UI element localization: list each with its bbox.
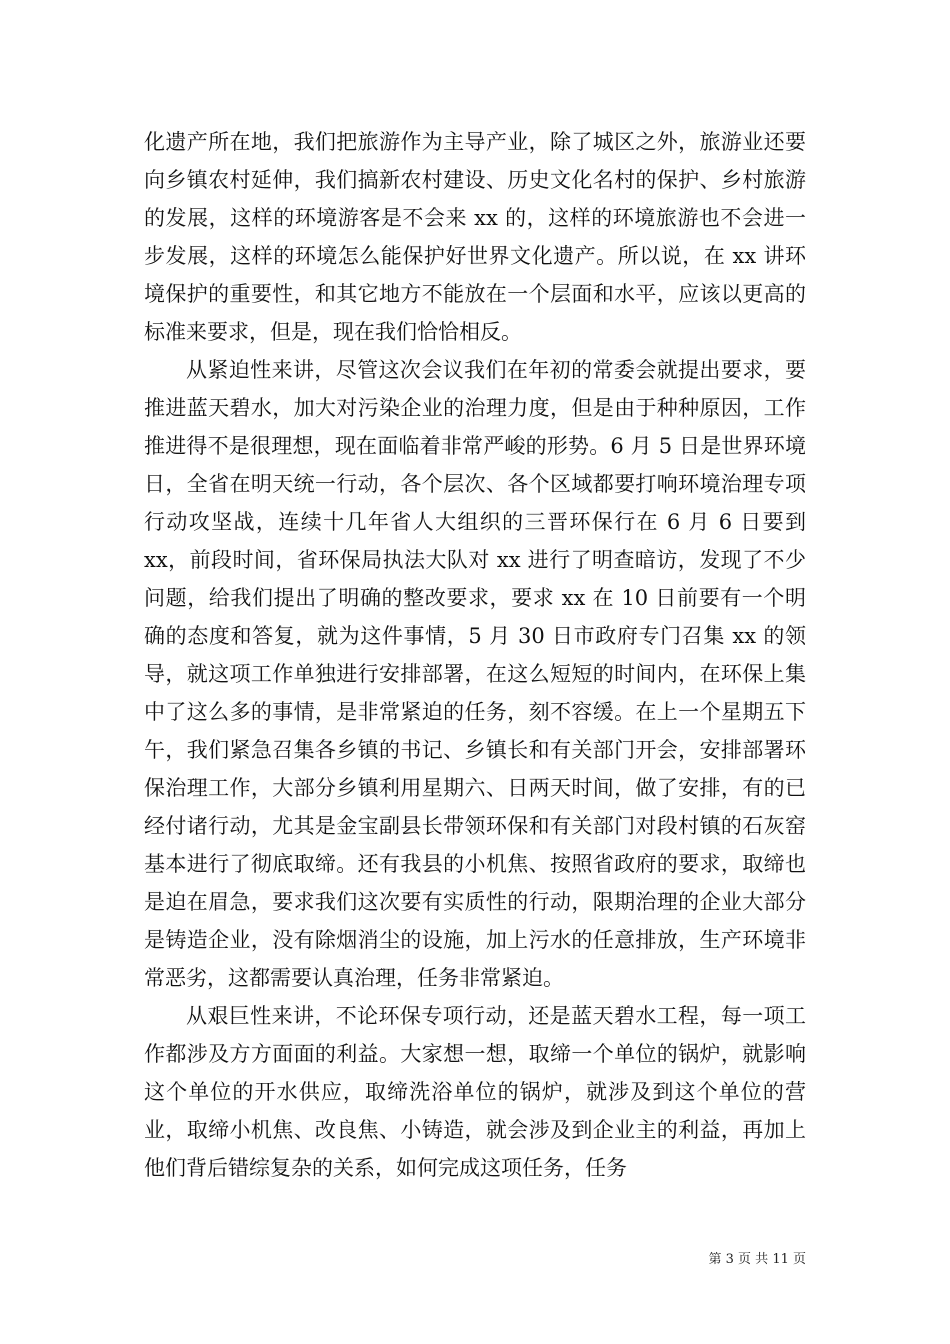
page-number-footer: 第 3 页 共 11 页 bbox=[708, 1252, 806, 1267]
body-text bbox=[144, 123, 806, 1187]
paragraph-1: 化遗产所在地，我们把旅游作为主导产业，除了城区之外，旅游业还要向乡镇农村延伸，我们搞新农村建设、历史文化名村的保护、乡村旅游的发展，这样的环境游客是不会来 xx 的，这样的环境旅游也不会进一步发展，这样的环境怎么能保护好世界文化遗产。所以说，在 xx 讲环境保护的重要性，和其它地方不能放在一个层面和水平，应该以更高的标准来要求，但是，现在我们恰恰相反。 bbox=[144, 130, 806, 344]
paragraph-2: 从紧迫性来讲，尽管这次会议我们在年初的常委会就提出要求，要推进蓝天碧水，加大对污染企业的治理力度，但是由于种种原因，工作推进得不是很理想，现在面临着非常严峻的形势。6 月 5 日是世界环境日，全省在明天统一行动，各个层次、各个区域都要打响环境治理专项行动攻坚战，连续十几年省人大组织的三晋环保行在 6 月 6 日要到 xx，前段时间，省环保局执法大队对 xx 进行了明查暗访，发现了不少问题，给我们提出了明确的整改要求，要求 xx 在 10 日前要有一个明确的态度和答复，就为这件事情，5 月 30 日市政府专门召集 xx 的领导，就这项工作单独进行安排部署，在这么短短的时间内，在环保上集中了这么多的事情，是非常紧迫的任务，刻不容缓。在上一个星期五下午，我们紧急召集各乡镇的书记、乡镇长和有关部门开会，安排部署环保治理工作，大部分乡镇利用星期六、日两天时间，做了安排，有的已经付诸行动，尤其是金宝副县长带领环保和有关部门对段村镇的石灰窑基本进行了彻底取缔。还有我县的小机焦、按照省政府的要求，取缔也是迫在眉急，要求我们这次要有实质性的行动，限期治理的企业大部分是铸造企业，没有除烟消尘的设施，加上污水的任意排放，生产环境非常恶劣，这都需要认真治理，任务非常紧迫。 bbox=[144, 358, 806, 990]
paragraph-3: 从艰巨性来讲，不论环保专项行动，还是蓝天碧水工程，每一项工作都涉及方方面面的利益。大家想一想，取缔一个单位的锅炉，就影响这个单位的开水供应，取缔洗浴单位的锅炉，就涉及到这个单位的营业，取缔小机焦、改良焦、小铸造，就会涉及到企业主的利益，再加上他们背后错综复杂的关系，如何完成这项任务，任务 bbox=[144, 1004, 806, 1180]
